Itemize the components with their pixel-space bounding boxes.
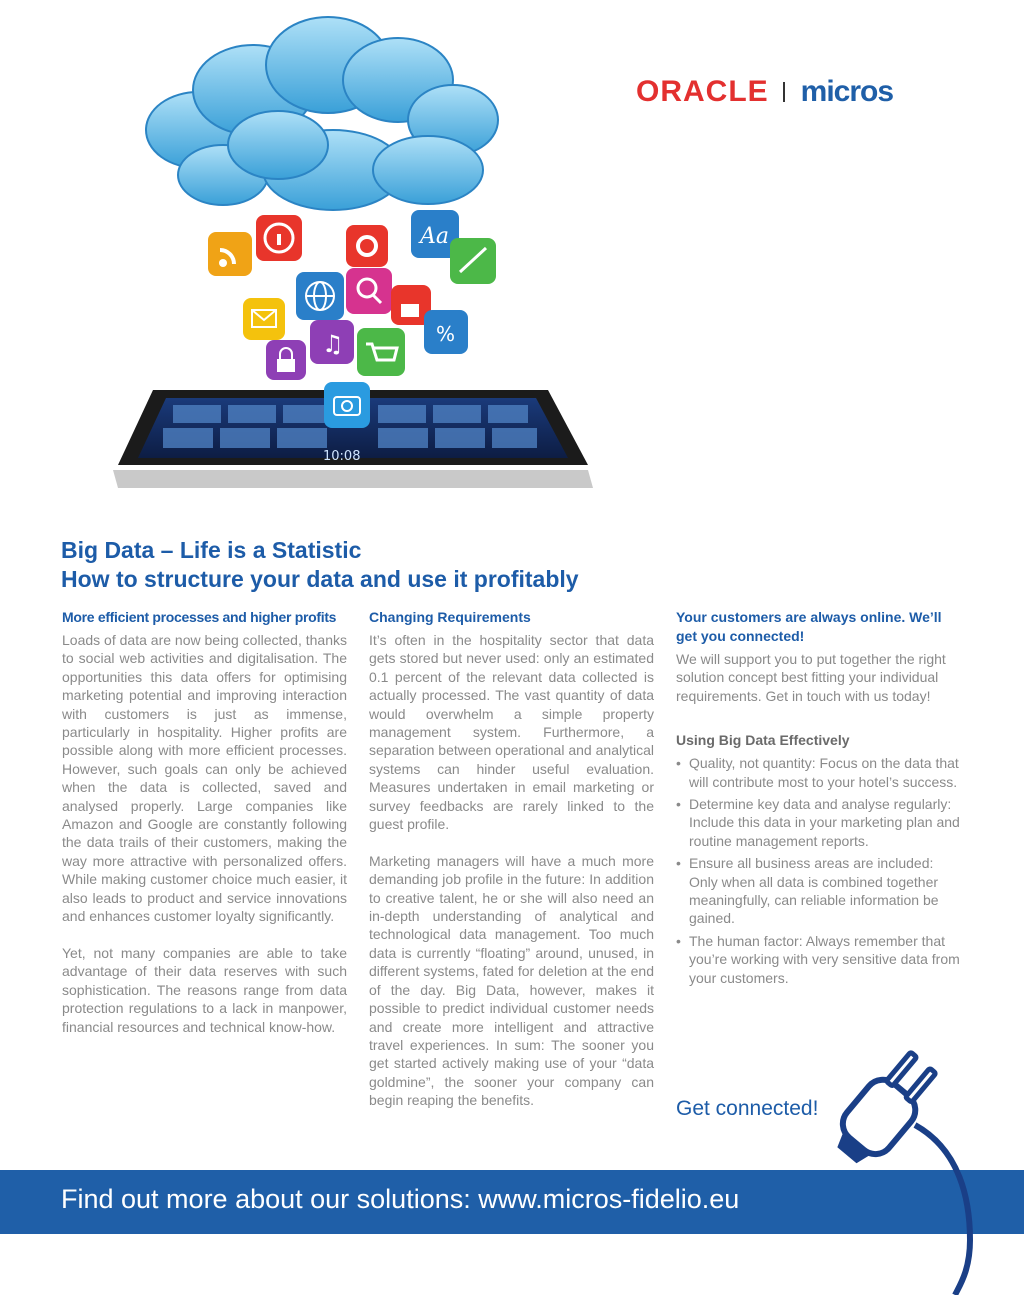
page-title xyxy=(61,536,579,594)
list-item: • Quality, not quantity: Focus on the data that will contribute most to your hotel’s success. xyxy=(676,754,961,791)
footer-text: Find out more about our solutions: www.micros-fidelio.eu xyxy=(61,1184,740,1214)
globe-icon xyxy=(296,272,344,320)
big-data-tips-list xyxy=(676,754,961,987)
rss-icon xyxy=(208,232,252,276)
col2-heading: Changing Requirements xyxy=(369,609,531,625)
logo-divider xyxy=(783,82,785,102)
gear-icon xyxy=(346,225,388,267)
col1-heading: More efficient processes and higher profits xyxy=(62,609,337,625)
title-line-1: Big Data – Life is a Statistic xyxy=(61,537,362,563)
oracle-wordmark: ORACLE xyxy=(636,75,769,108)
col3-paragraph: We will support you to put together the right solution concept best fitting your individual requirements. Get in touch with us today! xyxy=(676,651,946,704)
cart-icon xyxy=(357,328,405,376)
list-item: • The human factor: Always remember that you’re working with very sensitive data from your customers. xyxy=(676,932,961,987)
info-icon xyxy=(256,215,302,261)
col1-paragraph-1: Loads of data are now being collected, thanks to social web activities and digitalisation. The opportunities this data offers for optimising marketing potential and improving interaction with customers is just as immense, particularly in hospitality. Higher profits are possible along with more efficient processes. However, such goals can only be achieved when the data is collected, saved and analysed properly. Large companies like Amazon and Google are constantly following the data trails of their customers, making the way more attractive with personalized offers. While making customer choice much easier, it also leads to product and service innovations and enhances customer loyalty significantly. xyxy=(62,632,347,925)
cloud-tablet-illustration xyxy=(78,10,623,510)
title-line-2: How to structure your data and use it profitably xyxy=(61,566,579,592)
svg-text:Aa: Aa xyxy=(420,224,450,249)
mail-icon xyxy=(243,298,285,340)
column-get-connected xyxy=(676,608,961,991)
lock-icon xyxy=(266,340,306,380)
column-efficient-processes xyxy=(62,608,347,1036)
oracle-micros-logo xyxy=(636,72,893,112)
col2-paragraph-2: Marketing managers will have a much more demanding job profile in the future: In addition to creative talent, he or she will also need an in-depth understanding of analytical and technological data management. Too much data is currently “floating” around, unused, in different systems, fated for deletion at the end of the day. Big Data, however, makes it possible to predict individual customer needs and create more intelligent and attractive travel experiences. In sum: The sooner you get started actively making use of your “data goldmine”, the sooner your company can begin reaping the benefits. xyxy=(369,852,654,1109)
list-item: • Ensure all business areas are included: Only when all data is combined together meaningfully, can reliable information be gained. xyxy=(676,854,961,928)
col2-paragraph-1: It’s often in the hospitality sector that data gets stored but never used: only an estimated 0.1 percent of the relevant data collected is actually processed. The vast quantity of data would overwhelm a simple property management system. Furthermore, a separation between operational and analytical systems can hinder useful evaluation. Measures undertaken in email marketing or survey feedbacks are rarely linked to the guest profile. xyxy=(369,632,654,833)
col1-paragraph-2: Yet, not many companies are able to take advantage of their data reserves with such sophistication. The reasons range from data protection regulations to a lack in manpower, financial resources and technical know-how. xyxy=(62,944,347,1035)
svg-text:♫: ♫ xyxy=(322,330,344,358)
list-item: • Determine key data and analyse regularly: Include this data in your marketing plan and routine management reports. xyxy=(676,795,961,850)
search-icon xyxy=(346,268,392,314)
percent-icon xyxy=(424,310,468,354)
svg-text:10:08: 10:08 xyxy=(323,449,361,464)
plug-icon xyxy=(820,1030,1024,1295)
music-icon xyxy=(310,320,354,364)
col3-subheading: Using Big Data Effectively xyxy=(676,732,850,749)
micros-wordmark: micros xyxy=(800,75,894,108)
column-changing-requirements xyxy=(369,608,654,1110)
svg-text:%: % xyxy=(436,322,456,346)
get-connected-cta: Get connected! xyxy=(676,1097,819,1120)
pattern-icon xyxy=(450,238,496,284)
col3-heading: Your customers are always online. We’ll get you connected! xyxy=(676,609,942,644)
camera-icon xyxy=(324,382,370,428)
